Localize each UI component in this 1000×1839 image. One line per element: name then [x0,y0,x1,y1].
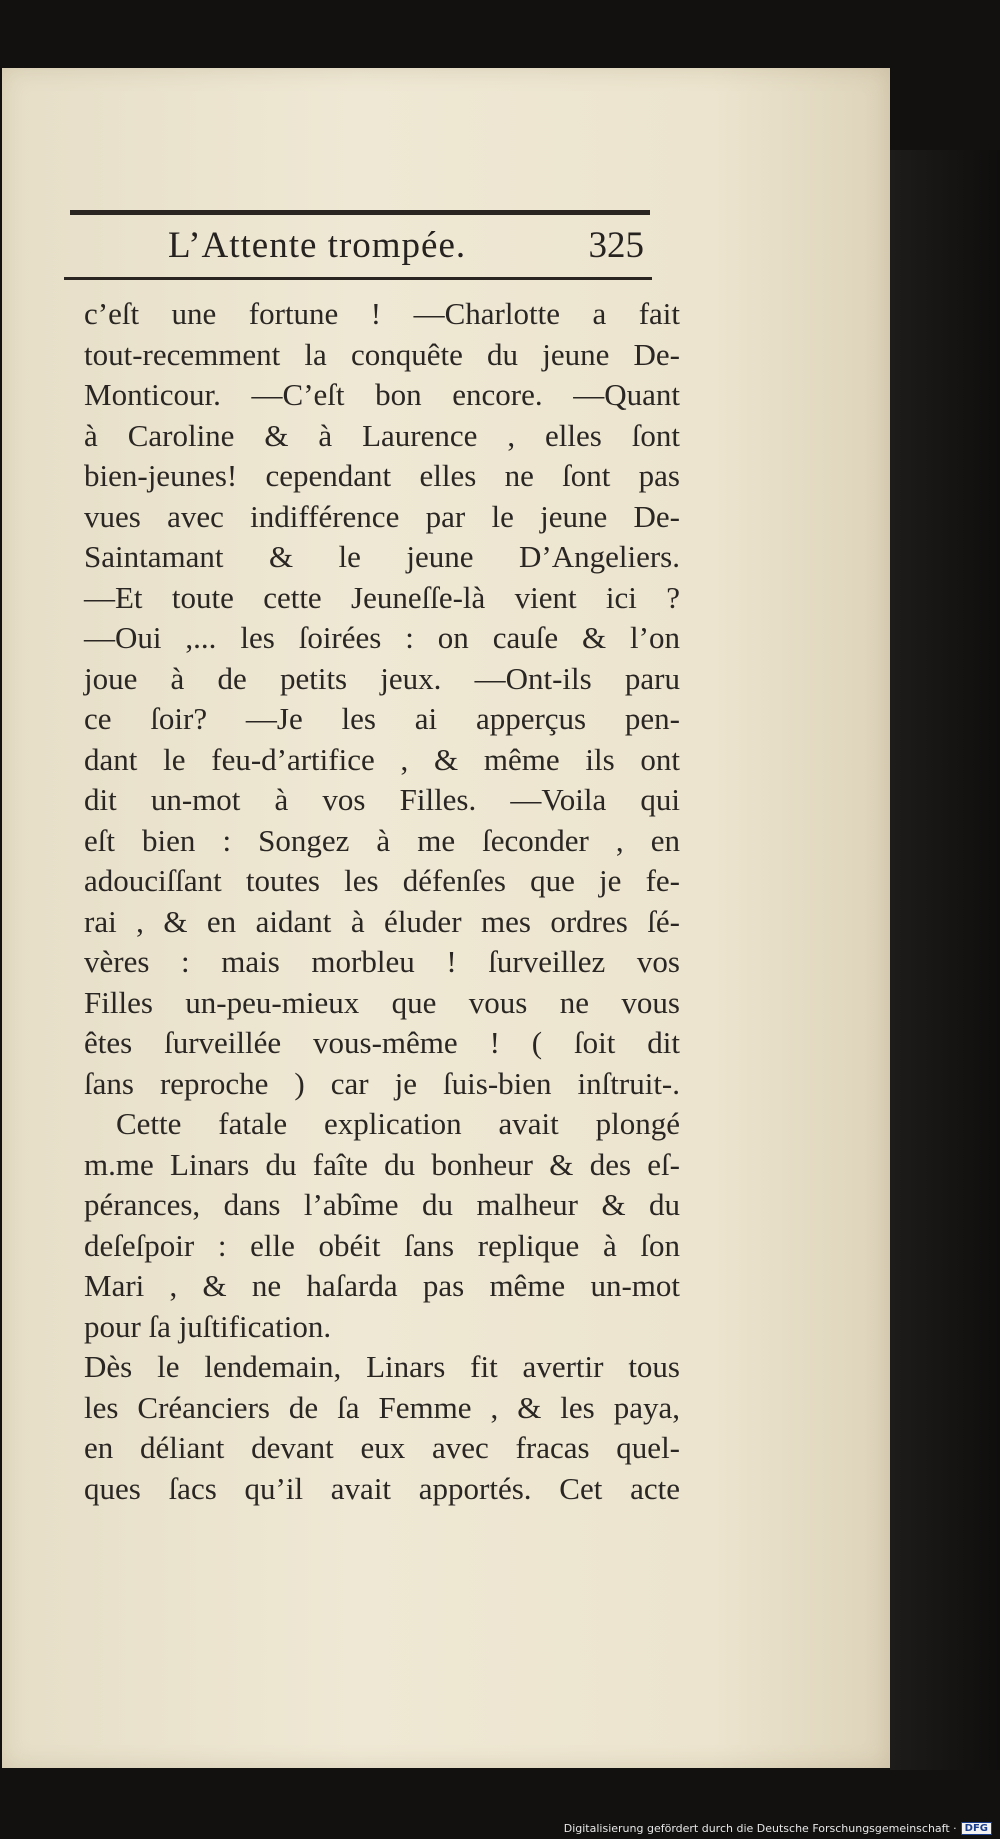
text-line: tout-recemment la conquête du jeune De- [84,336,680,372]
header-rule-bottom [64,277,652,280]
text-line: les Créanciers de ſa Femme , & les paya, [84,1389,680,1425]
body-text [84,294,680,1509]
text-line: —Et toute cette Jeuneſſe-là vient ici ? [84,579,680,615]
text-line: en déliant devant eux avec fracas quel- [84,1430,680,1465]
text-line: Mari , & ne haſarda pas même un-mot [84,1268,680,1303]
text-line: adouciſſant toutes les défenſes que je fe- [84,863,680,898]
text-line: pérances, dans l’abîme du malheur & du [84,1187,680,1222]
text-line: dit un-mot à vos Filles. —Voila qui [84,782,680,817]
text-line: vues avec indifférence par le jeune De- [84,498,680,534]
dfg-logo: DFG [961,1822,992,1835]
text-line: ſans reproche ) car je ſuis-bien inſtruit-. [84,1065,680,1101]
digitization-footer [564,1822,992,1835]
running-title: L’Attente trompée. [168,225,467,266]
running-head [64,220,652,274]
text-line: rai , & en aidant à éluder mes ordres ſé- [84,903,680,939]
text-line: —Oui ,... les ſoirées : on cauſe & l’on [84,620,680,655]
footer-credit: Digitalisierung gefördert durch die Deutsche Forschungsgemeinschaft · [563,1822,957,1835]
text-line: à Caroline & à Laurence , elles ſont [84,417,680,453]
text-line: joue à de petits jeux. —Ont-ils paru [84,660,680,696]
text-line: Cette fatale explication avait plongé [116,1106,680,1141]
page-number: 325 [588,225,644,266]
background-edge [890,150,1000,1770]
header-rule-top [70,210,650,215]
text-line: eſt bien : Songez à me ſeconder , en [84,822,680,858]
text-line: vères : mais morbleu ! ſurveillez vos [84,944,680,979]
text-line: êtes ſurveillée vous-même ! ( ſoit dit [84,1025,680,1060]
text-line: ce ſoir? —Je les ai apperçus pen- [84,701,680,736]
text-line: dant le feu-d’artifice , & même ils ont [84,741,680,777]
text-line: Dès le lendemain, Linars fit avertir tous [84,1349,680,1384]
text-line: m.me Linars du faîte du bonheur & des eſ- [84,1146,680,1182]
text-line: Filles un-peu-mieux que vous ne vous [84,984,680,1020]
text-line: pour ſa juſtification. [84,1308,332,1344]
text-line: ques ſacs qu’il avait apportés. Cet acte [84,1470,680,1506]
text-line: Monticour. —C’eſt bon encore. —Quant [84,377,680,412]
text-line: c’eſt une fortune ! —Charlotte a fait [84,296,680,331]
text-line: Saintamant & le jeune D’Angeliers. [84,539,680,574]
text-line: bien-jeunes! cependant elles ne ſont pas [84,458,680,493]
text-line: deſeſpoir : elle obéit ſans replique à ſon [84,1227,680,1263]
